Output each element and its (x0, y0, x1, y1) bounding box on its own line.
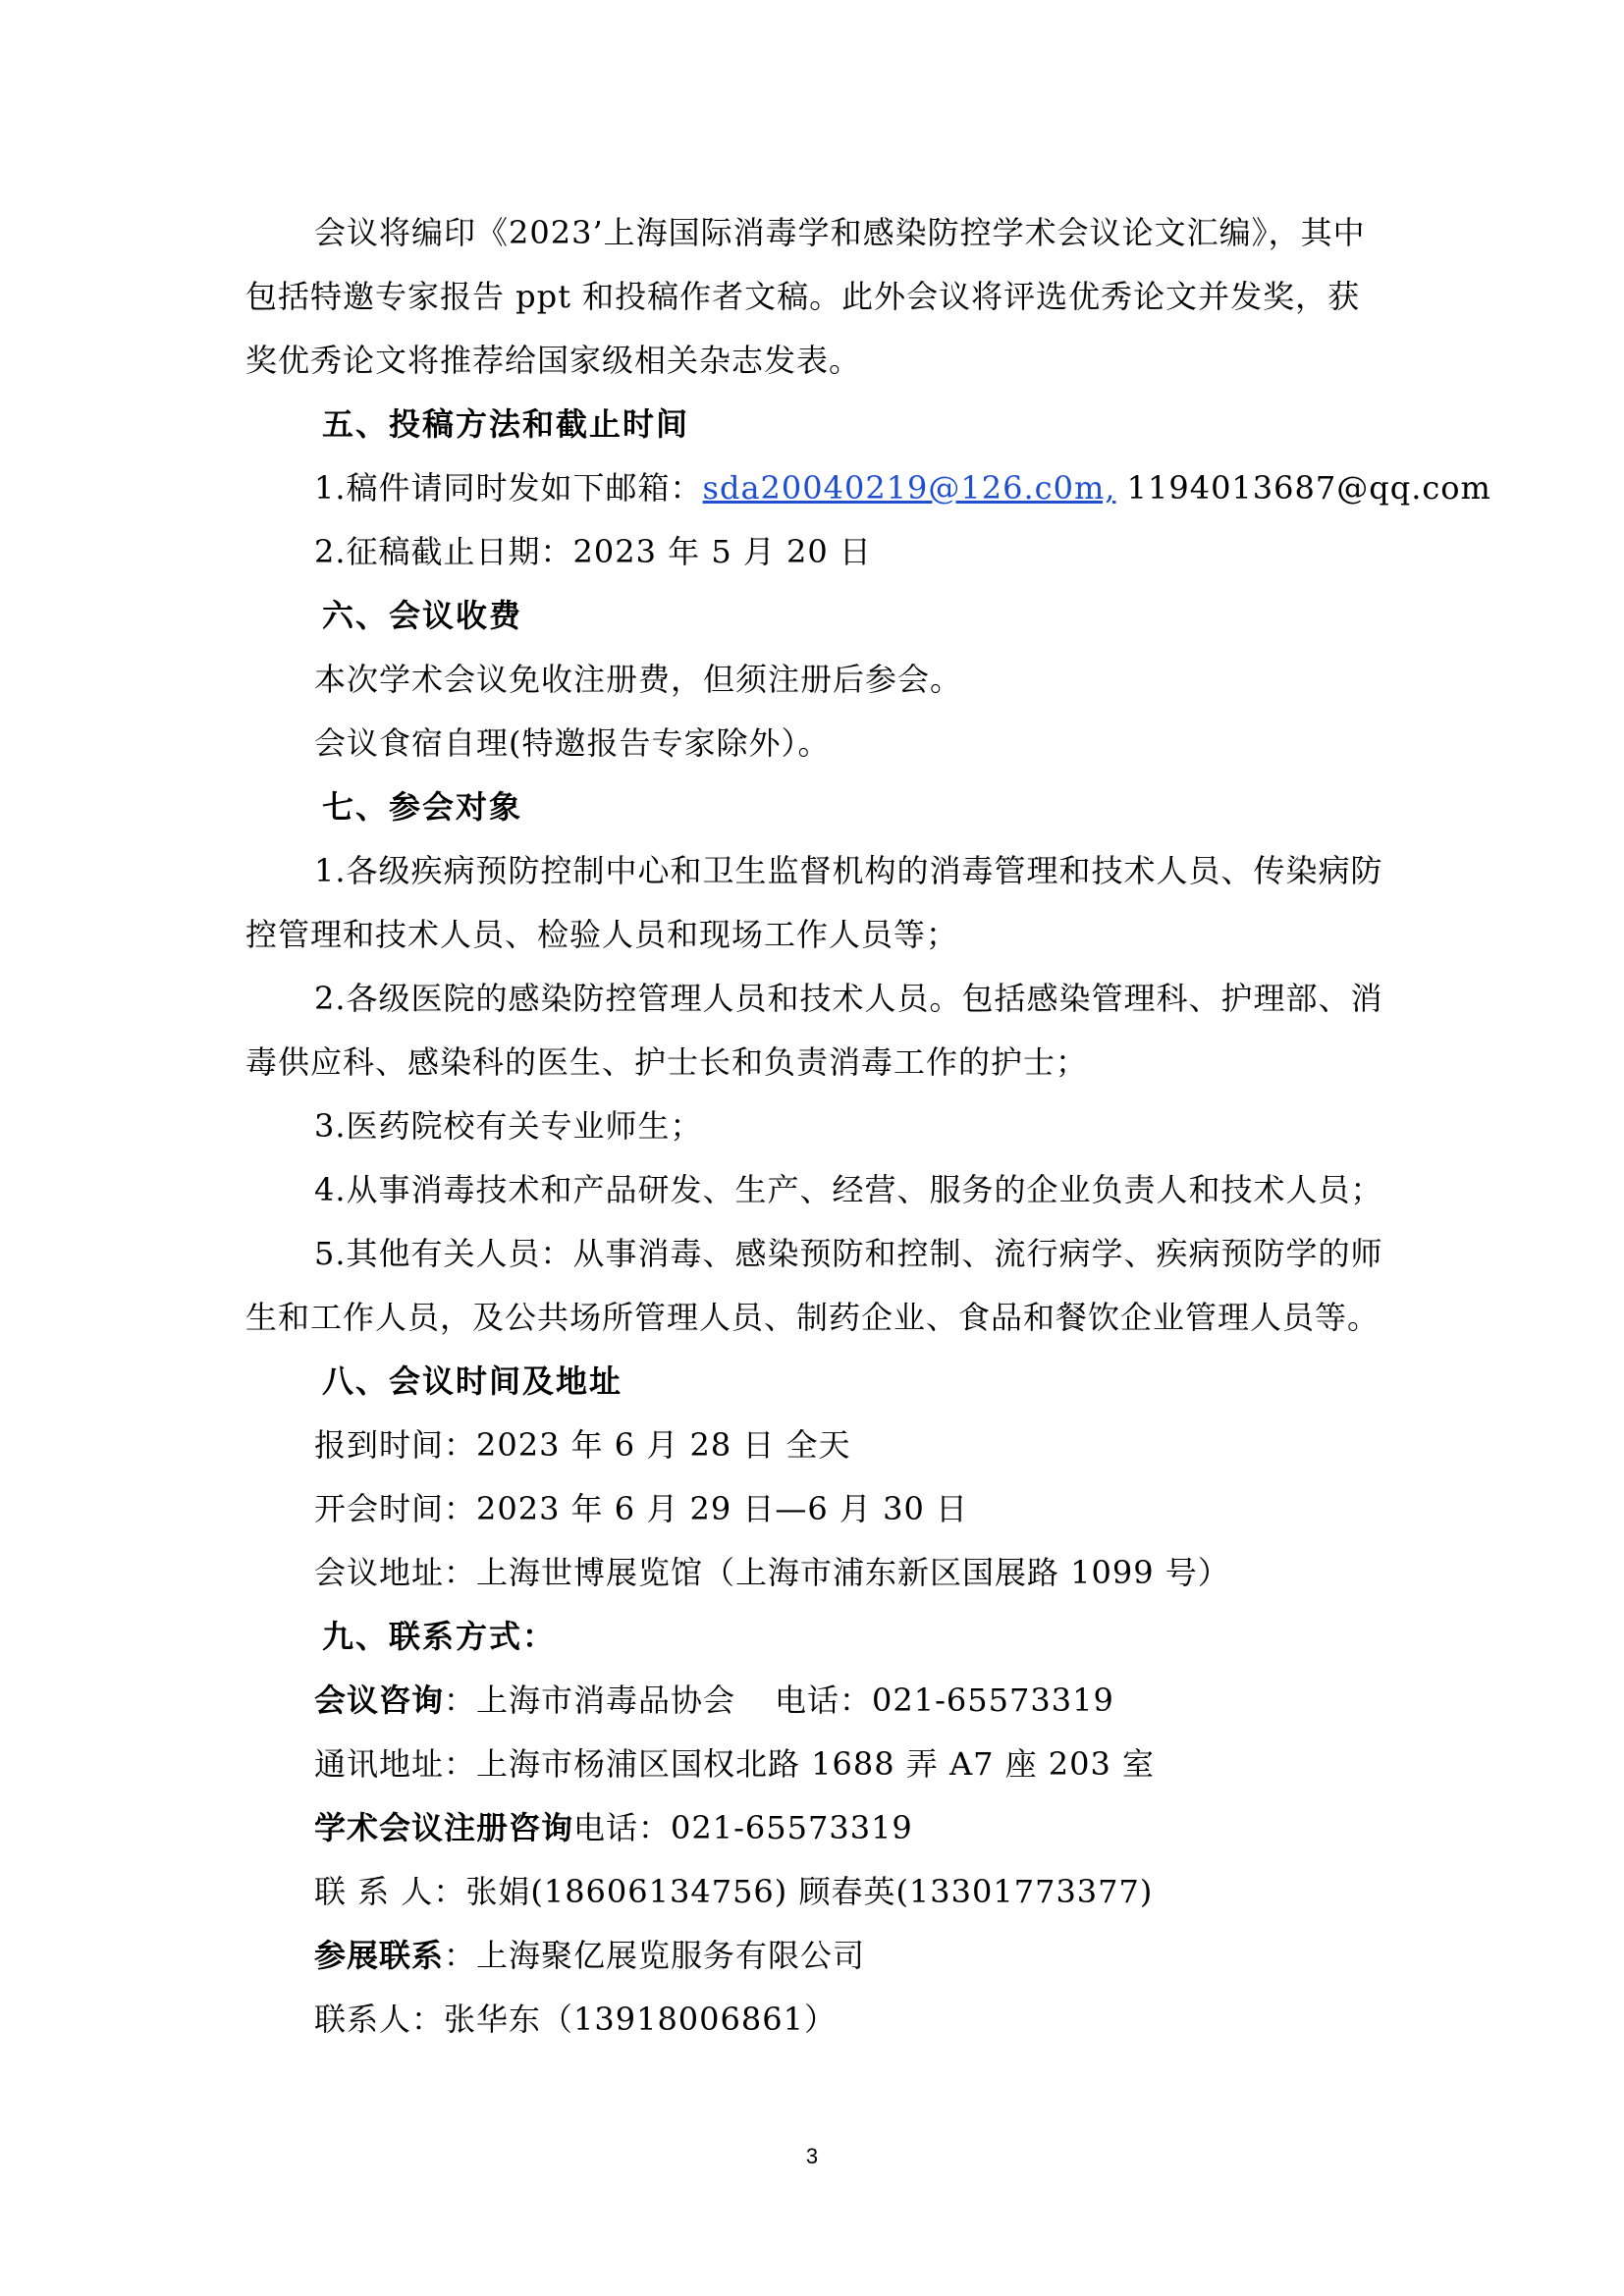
exhibit-contact: 联系人：张华东（13918006861） (314, 2001, 837, 2038)
section-6-heading: 六、会议收费 (322, 597, 523, 634)
section-7-heading: 七、参会对象 (322, 788, 523, 826)
proceedings-line-3: 奖优秀论文将推荐给国家级相关杂志发表。 (245, 342, 862, 379)
exhibit-text: ：上海聚亿展览服务有限公司 (444, 1937, 866, 1974)
page-content (245, 201, 1491, 2052)
meeting-time: 开会时间：2023 年 6 月 29 日—6 月 30 日 (314, 1490, 968, 1527)
registration-time: 报到时间：2023 年 6 月 28 日 全天 (314, 1426, 851, 1464)
exhibit-line (245, 1924, 1384, 1988)
fee-line-2: 会议食宿自理(特邀报告专家除外）。 (314, 724, 831, 762)
email-second: 1194013687@qq.com (1115, 469, 1491, 507)
proceedings-line-1: 会议将编印《2023’上海国际消毒学和感染防控学术会议论文汇编》，其中 (314, 214, 1366, 251)
audience-item-1-line-2: 控管理和技术人员、检验人员和现场工作人员等； (245, 916, 959, 953)
audience-item-5-line-1: 5.其他有关人员：从事消毒、感染预防和控制、流行病学、疾病预防学的师 (314, 1235, 1383, 1272)
register-line (245, 1796, 1384, 1860)
section-9-heading: 九、联系方式： (322, 1618, 557, 1655)
consult-phone: 电话：021-65573319 (775, 1682, 1114, 1719)
fee-line-1: 本次学术会议免收注册费，但须注册后参会。 (314, 661, 963, 698)
audience-item-4: 4.从事消毒技术和产品研发、生产、经营、服务的企业负责人和技术人员； (314, 1171, 1383, 1208)
meeting-venue: 会议地址：上海世博展览馆（上海市浦东新区国展路 1099 号） (314, 1554, 1230, 1591)
audience-item-5-line-2: 生和工作人员，及公共场所管理人员、制药企业、食品和餐饮企业管理人员等。 (245, 1299, 1380, 1336)
audience-item-1-line-1: 1.各级疾病预防控制中心和卫生监督机构的消毒管理和技术人员、传染病防 (314, 852, 1383, 889)
proceedings-line-2: 包括特邀专家报告 ppt 和投稿作者文稿。此外会议将评选优秀论文并发奖，获 (245, 278, 1361, 315)
section-8-heading: 八、会议时间及地址 (322, 1362, 623, 1400)
submission-deadline: 2.征稿截止日期：2023 年 5 月 20 日 (314, 533, 872, 570)
mailing-address: 通讯地址：上海市杨浦区国权北路 1688 弄 A7 座 203 室 (314, 1745, 1156, 1783)
exhibit-label: 参展联系 (314, 1937, 445, 1974)
email-prefix: 1.稿件请同时发如下邮箱： (314, 469, 703, 507)
audience-item-3: 3.医药院校有关专业师生； (314, 1107, 703, 1145)
contact-persons: 联 系 人：张娟(18606134756) 顾春英(13301773377) (314, 1873, 1154, 1910)
page-number: 3 (805, 2144, 819, 2168)
section-5-heading: 五、投稿方法和截止时间 (322, 405, 690, 443)
audience-item-2-line-1: 2.各级医院的感染防控管理人员和技术人员。包括感染管理科、护理部、消 (314, 980, 1383, 1017)
register-label: 学术会议注册咨询 (314, 1809, 574, 1846)
consult-text: ：上海市消毒品协会 (444, 1682, 736, 1719)
submission-email-line (245, 456, 1491, 520)
audience-item-2-line-2: 毒供应科、感染科的医生、护士长和负责消毒工作的护士； (245, 1043, 1089, 1081)
email-link[interactable]: sda20040219@126.c0m, (702, 469, 1116, 507)
consult-line (245, 1669, 1384, 1733)
consult-label: 会议咨询 (314, 1682, 445, 1719)
register-phone: 电话：021-65573319 (573, 1809, 913, 1846)
